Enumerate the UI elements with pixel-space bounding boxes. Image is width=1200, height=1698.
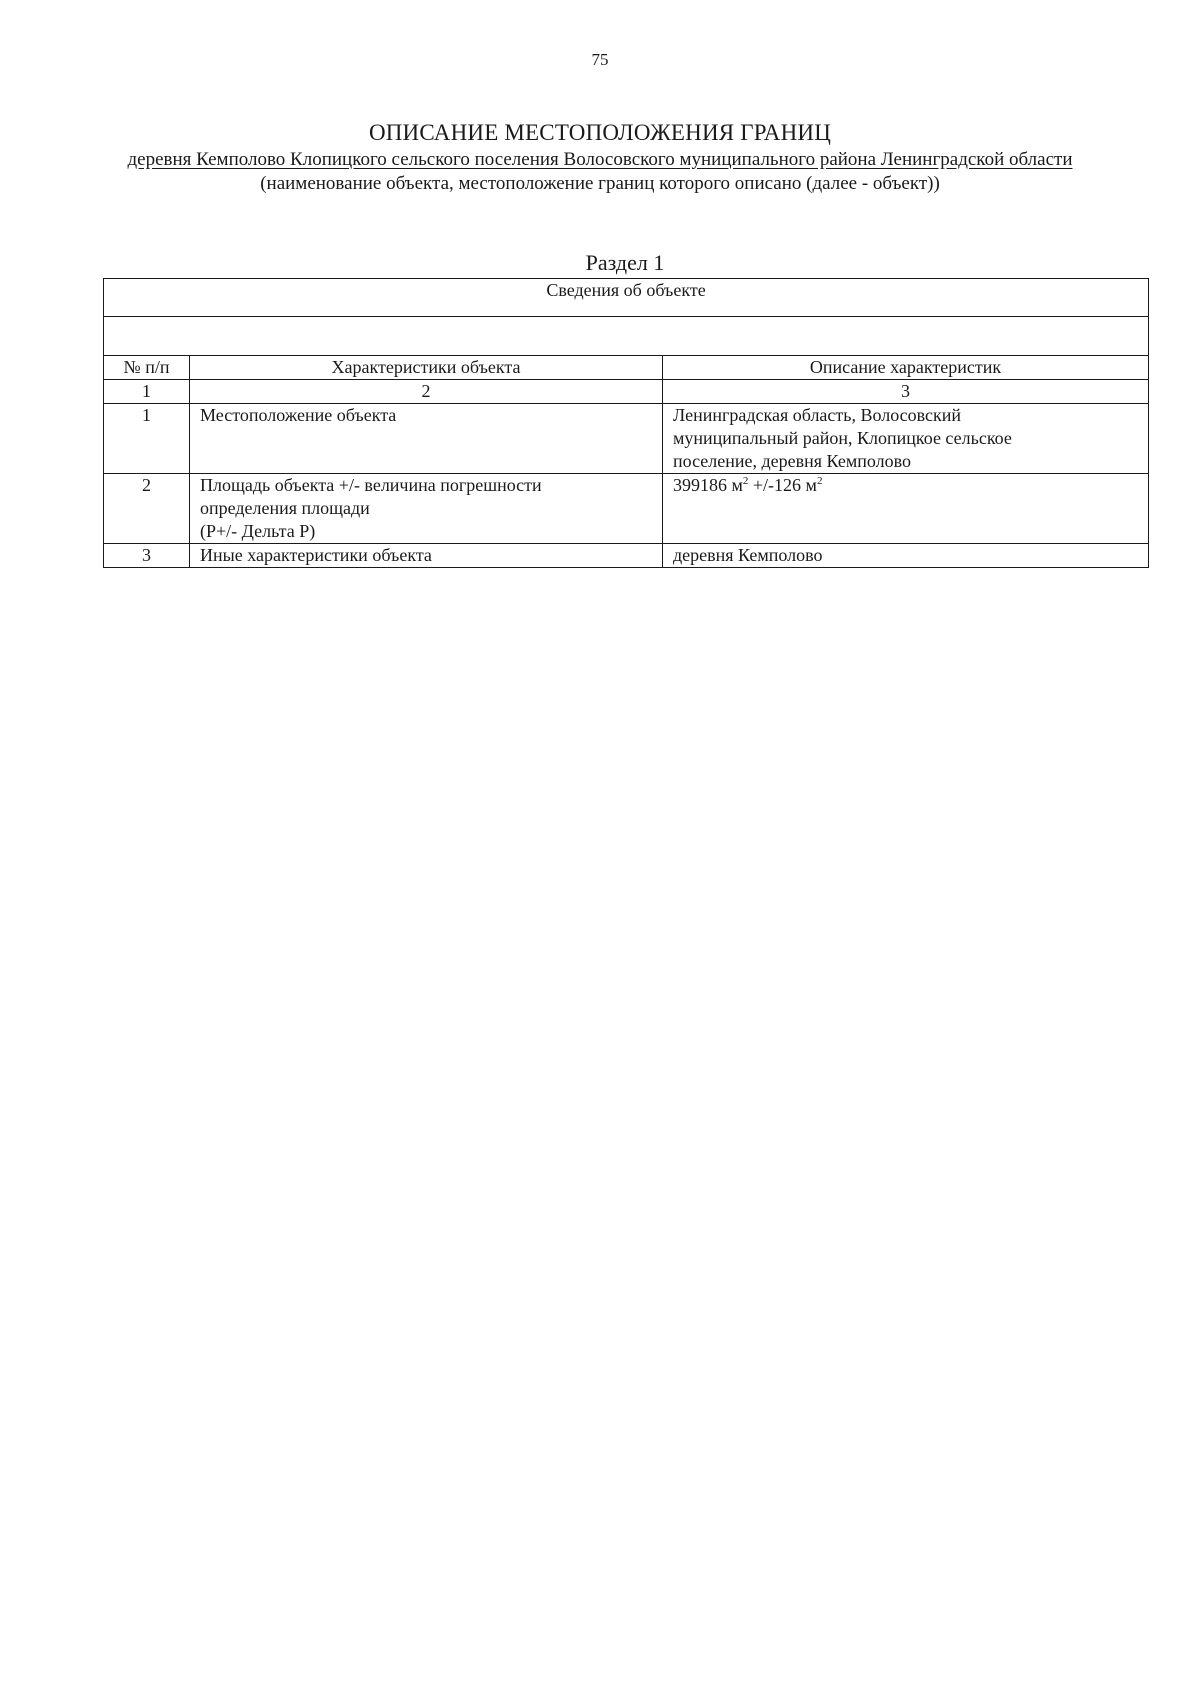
empty-cell: [104, 317, 1149, 356]
table-row: [104, 474, 1149, 544]
object-name: [0, 149, 1200, 171]
table-caption: Сведения об объекте: [104, 279, 1149, 317]
table-row: [104, 544, 1149, 568]
row-number: 3: [104, 544, 190, 568]
row-characteristic: [190, 544, 663, 568]
row-characteristic: [190, 404, 663, 474]
description-line: муниципальный район, Клопицкое сельское: [673, 428, 1012, 448]
header-num: № п/п: [104, 356, 190, 380]
object-name-text: деревня Кемполово Клопицкого сельского поселения Волосовского муниципального района Ленинградской области: [127, 149, 1073, 170]
table-empty-row: [104, 317, 1149, 356]
row-description: [663, 404, 1149, 474]
area-number: 399186 м: [673, 475, 743, 495]
table-row: [104, 404, 1149, 474]
characteristic-line: определения площади: [200, 498, 370, 518]
row-description: [663, 544, 1149, 568]
row-characteristic: [190, 474, 663, 544]
header-description: Описание характеристик: [663, 356, 1149, 380]
header-characteristic: Характеристики объекта: [190, 356, 663, 380]
object-name-caption: (наименование объекта, местоположение границ которого описано (далее - объект)): [260, 173, 940, 194]
area-value: [673, 474, 1138, 497]
column-number-3: 3: [663, 380, 1149, 404]
area-error: +/-126 м: [748, 475, 817, 495]
characteristic-line: Местоположение объекта: [200, 405, 397, 425]
document-title: ОПИСАНИЕ МЕСТОПОЛОЖЕНИЯ ГРАНИЦ: [368, 120, 832, 145]
table-caption-row: [104, 279, 1149, 317]
description-line: деревня Кемполово: [673, 545, 823, 565]
column-number-2: 2: [190, 380, 663, 404]
table-header-row: [104, 356, 1149, 380]
characteristic-line: (Р+/- Дельта Р): [200, 521, 316, 541]
area-unit-superscript: 2: [742, 475, 749, 487]
section-title: Раздел 1: [585, 250, 665, 275]
description-line: поселение, деревня Кемполово: [673, 451, 912, 471]
description-line: Ленинградская область, Волосовский: [673, 405, 962, 425]
row-description: [663, 474, 1149, 544]
characteristic-line: Иные характеристики объекта: [200, 545, 432, 565]
table-column-numbers-row: [104, 380, 1149, 404]
object-info-table: [103, 278, 1149, 568]
characteristic-line: Площадь объекта +/- величина погрешности: [200, 475, 542, 495]
page-number: 75: [591, 50, 609, 69]
row-number: 1: [104, 404, 190, 474]
row-number: 2: [104, 474, 190, 544]
column-number-1: 1: [104, 380, 190, 404]
area-error-unit-superscript: 2: [816, 475, 823, 487]
